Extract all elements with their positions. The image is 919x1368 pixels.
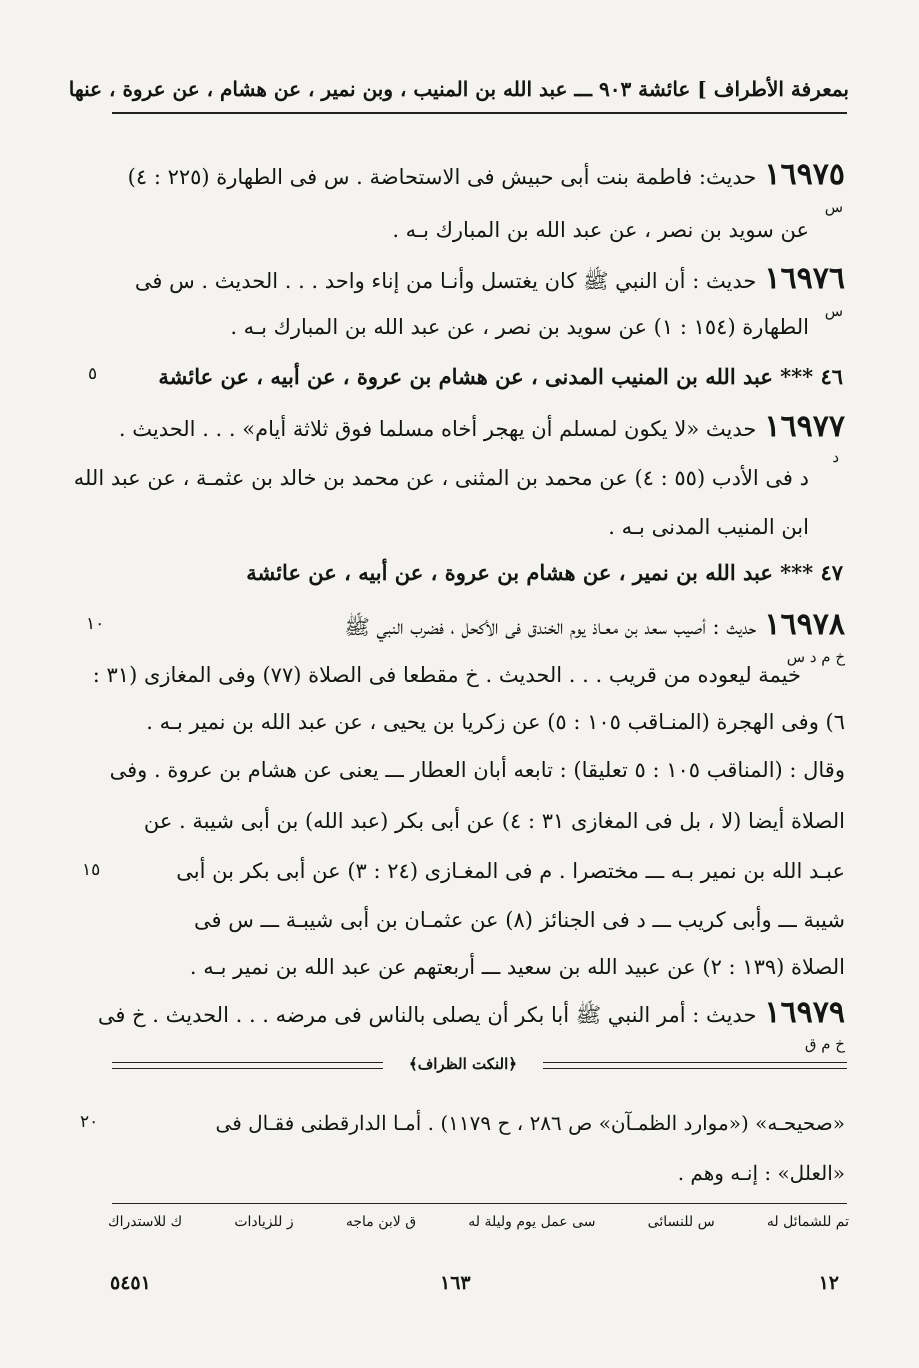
hadith-text: حديث : أصيب سعد بن معـاذ يوم الخندق فى الأكحل ، فضرب النبي ﷺ <box>344 615 757 639</box>
ornament-text: النكت الظراف <box>417 1055 509 1073</box>
entry-16978-line-4: وقال : (المناقب ١٠٥ : ٥ تعليقا) : تابعه أبان العطار ـــ يعنى عن هشام بن عروة . وفى <box>109 758 845 782</box>
section-46-heading <box>158 362 843 392</box>
hadith-text: حديث «لا يكون لمسلم أن يهجر أخاه مسلما فوق ثلاثة أيام» . . . الحديث . <box>118 417 757 441</box>
section-title: *** عبد الله بن المنيب المدنى ، عن هشام بن عروة ، عن أبيه ، عن عائشة <box>158 364 814 389</box>
header-rule <box>112 112 847 114</box>
abbreviations-key <box>108 1214 849 1230</box>
section-index: ٤٧ <box>820 560 843 585</box>
section-index: ٤٦ <box>820 364 843 389</box>
entry-16975-line-2: عن سويد بن نصر ، عن عبد الله بن المبارك بـه . <box>392 218 809 242</box>
abbr-item: س للنسائى <box>647 1214 715 1230</box>
line-mark-5: ٥ <box>88 364 98 384</box>
line-mark-15: ١٥ <box>82 860 101 880</box>
hadith-number: ١٦٩٧٥ <box>764 157 845 192</box>
hadith-text: حديث : أن النبي ﷺ كان يغتسل وأنـا من إناء واحد . . . الحديث . س فى <box>134 269 757 293</box>
hadith-text: حديث : أمر النبي ﷺ أبا بكر أن يصلى بالناس فى مرضه . . . الحديث . خ فى <box>97 1003 757 1027</box>
entry-16978-line-1 <box>344 607 845 642</box>
hadith-number: ١٦٩٧٨ <box>764 607 845 642</box>
nukat-ornament-label: ﴿النكت الظراف﴾ <box>383 1055 543 1073</box>
abbr-item: ك للاستدراك <box>108 1214 183 1230</box>
entry-16978-sigla: خ م د س <box>786 648 845 666</box>
entry-16977-line-2: د فى الأدب (٥٥ : ٤) عن محمد بن المثنى ، عن محمد بن خالد بن عثمـة ، عن عبد الله <box>73 466 809 490</box>
entry-16977-line-1 <box>118 409 845 444</box>
footer-volume-number: ١٢ <box>818 1272 839 1294</box>
footer-sequence-number: ٥٤٥١ <box>110 1272 151 1294</box>
footer-page-number: ١٦٣ <box>440 1272 471 1294</box>
entry-16977-line-3: ابن المنيب المدنى بـه . <box>608 515 809 539</box>
entry-16975-line-1 <box>127 157 845 192</box>
abbreviations-rule <box>112 1203 847 1204</box>
section-title: *** عبد الله بن نمير ، عن هشام بن عروة ، عن أبيه ، عن عائشة <box>246 560 814 585</box>
abbr-item: تم للشمائل له <box>766 1214 849 1230</box>
hadith-text: حديث: فاطمة بنت أبى حبيش فى الاستحاضة . س فى الطهارة (٢٢٥ : ٤) <box>127 165 757 189</box>
line-mark-10: ١٠ <box>86 614 105 634</box>
footnote-line-2: «العلل» : إنـه وهم . <box>677 1161 845 1185</box>
abbr-item: ق لابن ماجه <box>345 1214 417 1230</box>
hadith-number: ١٦٩٧٧ <box>764 409 845 444</box>
hadith-number: ١٦٩٧٦ <box>764 261 845 296</box>
entry-16976-line-2: الطهارة (١٥٤ : ١) عن سويد بن نصر ، عن عبد الله بن المبارك بـه . <box>230 315 809 339</box>
entry-16976-line-1 <box>134 261 845 296</box>
abbr-item: سى عمل يوم وليلة له <box>468 1214 596 1230</box>
hadith-number: ١٦٩٧٩ <box>764 995 845 1030</box>
entry-16978-line-5: الصلاة أيضا (لا ، بل فى المغازى ٣١ : ٤) عن أبى بكر (عبد الله) بن أبى شيبة . عن <box>143 809 845 833</box>
entry-16979-sigla: خ م ق <box>804 1035 845 1053</box>
entry-16977-sigla: د <box>832 448 839 466</box>
footnote-line-1: «صحيحـه» («موارد الظمـآن» ص ٢٨٦ ، ح ١١٧٩) . أمـا الدارقطنى فقـال فى <box>215 1111 845 1135</box>
entry-16978-line-7: شيبة ـــ وأبى كريب ـــ د فى الجنائز (٨) عن عثمـان بن أبى شيبـة ـــ س فى <box>194 908 845 932</box>
entry-16979-line-1 <box>97 995 845 1030</box>
entry-16978-line-2: خيمة ليعوده من قريب . . . الحديث . خ مقطعا فى الصلاة (٧٧) وفى المغازى (٣١ : <box>92 663 801 687</box>
abbr-item: ز للزيادات <box>234 1214 294 1230</box>
entry-16978-line-3: ٦) وفى الهجرة (المنـاقب ١٠٥ : ٥) عن زكريا بن يحيى ، عن عبد الله بن نمير بـه . <box>146 710 845 734</box>
entry-16978-line-6: عبـد الله بن نمير بـه ـــ مختصرا . م فى المغـازى (٢٤ : ٣) عن أبى بكر بن أبى <box>176 859 845 883</box>
entry-16976-sigla: س <box>824 302 843 320</box>
entry-16975-sigla: س <box>824 198 843 216</box>
line-mark-20: ٢٠ <box>80 1112 99 1132</box>
section-47-heading <box>246 558 843 588</box>
running-header: بمعرفة الأطراف ] عائشة ٩٠٣ ـــ عبد الله بن المنيب ، وبن نمير ، عن هشام ، عن عروة ، عنها <box>68 77 849 101</box>
entry-16978-line-8: الصلاة (١٣٩ : ٢) عن عبيد الله بن سعيد ـــ أربعتهم عن عبد الله بن نمير بـه . <box>189 955 845 979</box>
